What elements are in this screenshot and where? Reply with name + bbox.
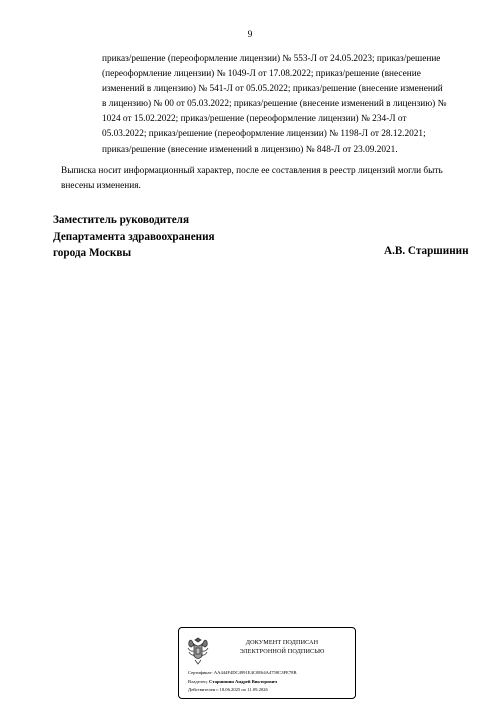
text-line: в лицензию) № 00 от 05.03.2022; приказ/решение (внесение изменений в лицензию) № <box>102 99 447 110</box>
signatory-name: А.В. Старшинин <box>384 245 469 257</box>
notice-paragraph <box>61 164 479 194</box>
page-number: 9 <box>247 30 253 40</box>
stamp-title-line: ЭЛЕКТРОННОЙ ПОДПИСЬЮ <box>239 648 325 655</box>
validity-line: Действителен с 18.06.2025 по 11.09.2026 <box>188 687 268 693</box>
owner-line <box>188 678 297 687</box>
coat-of-arms-icon <box>186 636 210 666</box>
stamp-details <box>188 669 297 695</box>
owner-label: Владелец: <box>188 678 208 684</box>
text-line: приказ/решение (переоформление лицензии) № 553-Л от 24.05.2023; приказ/решение <box>102 54 441 64</box>
position-line: города Москвы <box>53 247 132 259</box>
stamp-title <box>211 638 353 656</box>
text-line: 1024 от 15.02.2022; приказ/решение (переоформление лицензии) № 234-Л от <box>102 114 407 125</box>
text-line: Выписка носит информационный характер, после ее составления в реестр лицензий могли быть <box>61 166 443 176</box>
text-line: (переоформление лицензии) № 1049-Л от 17.08.2022; приказ/решение (внесение <box>102 69 421 80</box>
electronic-signature-stamp <box>178 627 356 699</box>
owner-value: Старшинин Андрей Викторович <box>209 678 278 684</box>
position-line: Заместитель руководителя <box>53 214 189 226</box>
text-line: приказ/решение (внесение изменений в лицензию) № 848-Л от 23.09.2021. <box>102 144 398 155</box>
signatory-position <box>53 212 215 262</box>
text-line: 05.03.2022; приказ/решение (переоформление лицензии) № 1198-Л от 28.12.2021; <box>102 129 426 140</box>
text-line: внесены изменения. <box>61 181 141 192</box>
stamp-title-line: ДОКУМЕНТ ПОДПИСАН <box>245 639 319 646</box>
certificate-line <box>188 669 297 678</box>
certificate-value: AA444F4DC4991E4C0E64A4758C3FE78B <box>213 670 297 675</box>
text-line: изменений в лицензию) № 541-Л от 05.05.2022; приказ/решение (внесение изменений <box>102 84 443 95</box>
certificate-label: Сертификат: <box>188 670 213 675</box>
licence-orders-text <box>102 52 478 158</box>
position-line: Департамента здравоохранения <box>53 230 215 243</box>
